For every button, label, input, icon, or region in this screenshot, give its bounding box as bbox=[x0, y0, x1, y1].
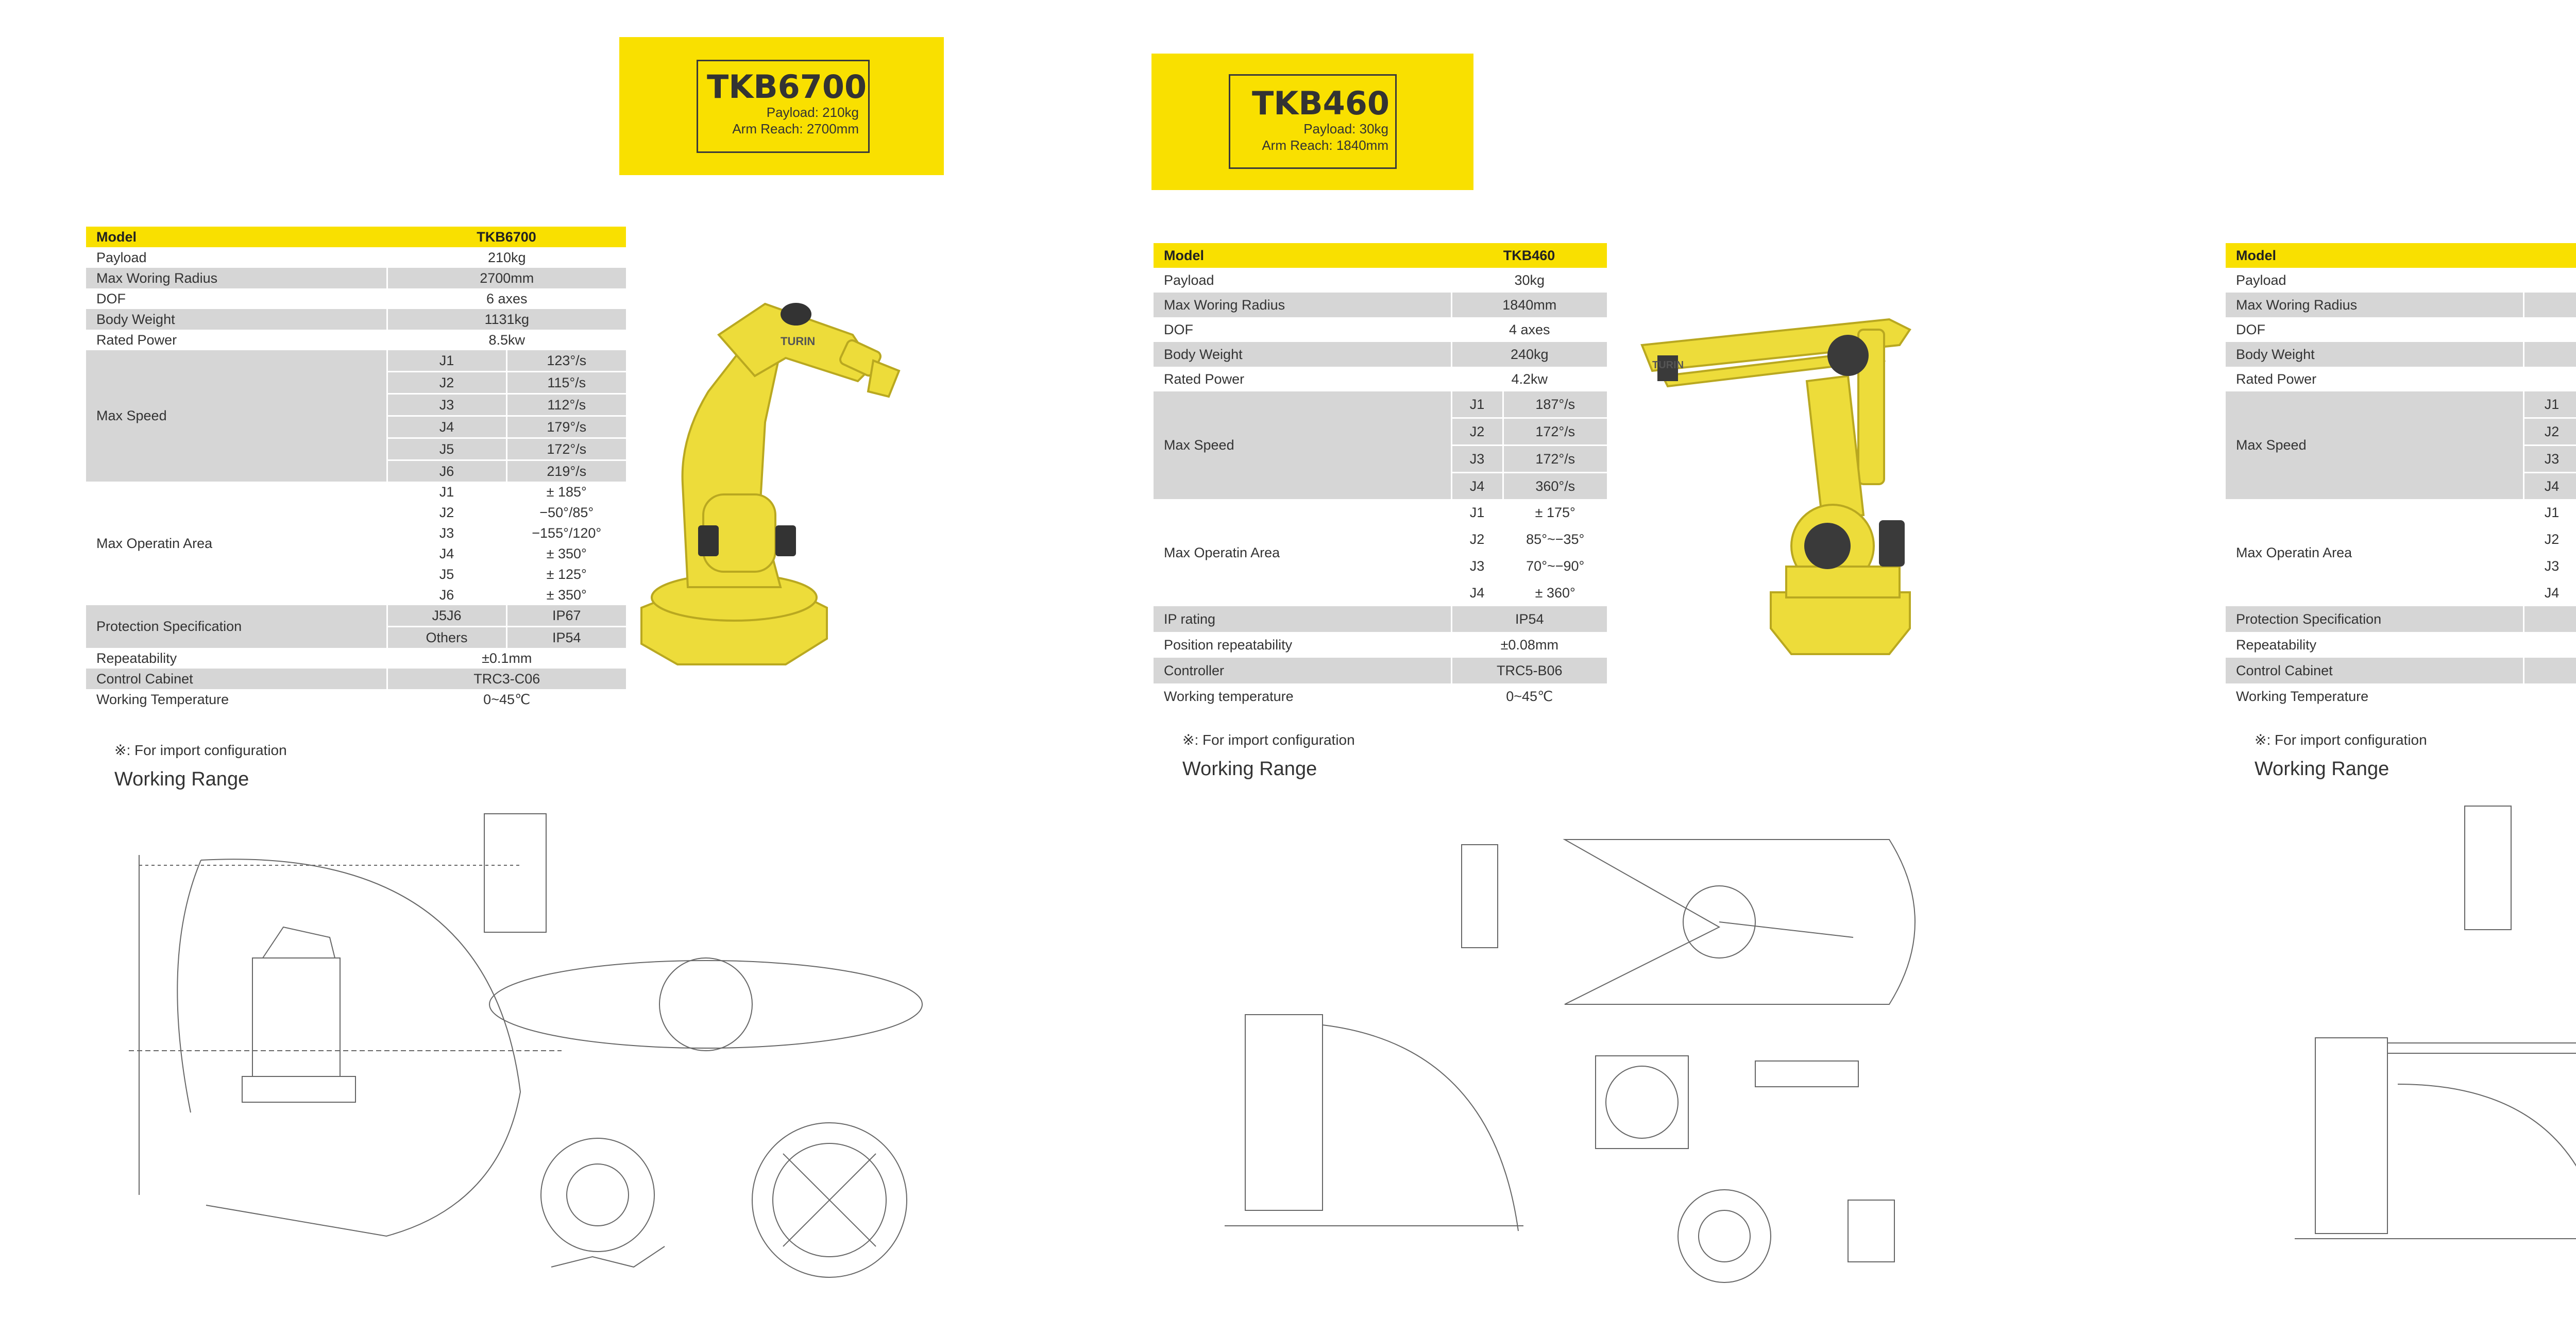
area-row bbox=[2226, 499, 2576, 526]
robot-logo: TURIN bbox=[781, 335, 816, 348]
joint-range: ± 185° bbox=[506, 482, 626, 502]
spec-row bbox=[1154, 658, 1607, 683]
spec-label: Payload bbox=[86, 247, 387, 268]
joint-name: J3 bbox=[2523, 446, 2576, 473]
spec-value: 240kg bbox=[1451, 342, 1607, 367]
joint-speed: 187°/s bbox=[1503, 391, 1607, 418]
spec-row bbox=[2226, 293, 2576, 317]
spec-row bbox=[2226, 342, 2576, 367]
spec-value: 30kg bbox=[1451, 268, 1607, 293]
joint-name: J1 bbox=[2523, 391, 2576, 418]
spec-value: 2700mm bbox=[387, 268, 626, 288]
robot-image bbox=[1621, 299, 1982, 675]
joint-name: J1 bbox=[2523, 499, 2576, 526]
joint-name: J4 bbox=[387, 416, 506, 438]
spec-label: DOF bbox=[2226, 317, 2523, 342]
spec-label: Model bbox=[2226, 243, 2523, 268]
import-note-text: ※: For import configuration bbox=[114, 742, 287, 758]
spec-row bbox=[2226, 268, 2576, 293]
working-range-drawing bbox=[1204, 819, 2039, 1303]
spec-row bbox=[1154, 317, 1607, 342]
joint-name: J6 bbox=[387, 460, 506, 482]
banner-specs bbox=[732, 104, 859, 137]
spec-row bbox=[1154, 632, 1607, 658]
spec-value: 210kg bbox=[387, 247, 626, 268]
spec-value: 8.5kw bbox=[387, 330, 626, 350]
area-label: Max Operatin Area bbox=[2226, 499, 2523, 606]
spec-row bbox=[1154, 683, 1607, 709]
joint-range: −50°/85° bbox=[506, 502, 626, 523]
joint-name: J2 bbox=[387, 372, 506, 394]
spec-label: Payload bbox=[1154, 268, 1451, 293]
joint-name: J1 bbox=[387, 482, 506, 502]
spec-row bbox=[86, 648, 626, 669]
spec-value: 1131kg bbox=[387, 309, 626, 330]
joint-speed: 115°/s bbox=[506, 372, 626, 394]
spec-value: TRC5-B06 bbox=[1451, 658, 1607, 683]
spec-row bbox=[1154, 268, 1607, 293]
spec-value bbox=[2523, 293, 2576, 317]
protection-part: J5J6 bbox=[387, 605, 506, 627]
spec-table bbox=[1154, 243, 1607, 709]
spec-value: TKB6700 bbox=[387, 227, 626, 247]
spec-label: Body Weight bbox=[2226, 342, 2523, 367]
spec-row bbox=[86, 227, 626, 247]
banner-payload: Payload: 30kg bbox=[1303, 121, 1388, 136]
protection-rating: IP67 bbox=[506, 605, 626, 627]
banner-model-name: TKB6700 bbox=[707, 68, 867, 106]
working-range-drawing bbox=[2253, 796, 2576, 1295]
spec-value bbox=[2523, 658, 2576, 683]
joint-speed: 123°/s bbox=[506, 350, 626, 372]
spec-value: 4.2kw bbox=[1451, 367, 1607, 391]
joint-speed: 172°/s bbox=[506, 438, 626, 460]
spec-row bbox=[2226, 606, 2576, 632]
joint-range: 70°~−90° bbox=[1503, 553, 1607, 579]
working-range-drawing bbox=[98, 803, 943, 1298]
joint-range: ± 125° bbox=[506, 564, 626, 585]
joint-speed: 219°/s bbox=[506, 460, 626, 482]
joint-range: −155°/120° bbox=[506, 523, 626, 543]
import-note bbox=[2255, 731, 2427, 748]
spec-value bbox=[2523, 317, 2576, 342]
spec-label: Control Cabinet bbox=[2226, 658, 2523, 683]
spec-value: IP54 bbox=[1451, 606, 1607, 632]
spec-row bbox=[2226, 632, 2576, 658]
banner-payload: Payload: 210kg bbox=[766, 105, 859, 120]
area-label: Max Operatin Area bbox=[86, 482, 387, 605]
spec-row bbox=[86, 669, 626, 689]
import-note-text: ※: For import configuration bbox=[2255, 732, 2427, 748]
joint-name: J4 bbox=[1451, 579, 1503, 606]
joint-name: J2 bbox=[2523, 526, 2576, 553]
speed-row bbox=[1154, 391, 1607, 418]
area-row bbox=[1154, 499, 1607, 526]
spec-table bbox=[2226, 243, 2576, 709]
joint-range: ± 360° bbox=[1503, 579, 1607, 606]
spec-row bbox=[1154, 606, 1607, 632]
spec-value bbox=[2523, 683, 2576, 709]
joint-speed: 179°/s bbox=[506, 416, 626, 438]
joint-name: J1 bbox=[1451, 499, 1503, 526]
panel-tkb460 bbox=[1039, 0, 2078, 1318]
joint-range: ± 350° bbox=[506, 585, 626, 605]
banner-specs bbox=[1262, 121, 1388, 153]
speed-label: Max Speed bbox=[86, 350, 387, 482]
spec-value bbox=[2523, 342, 2576, 367]
spec-row bbox=[1154, 243, 1607, 268]
robot-image bbox=[631, 268, 992, 680]
spec-label: Working temperature bbox=[1154, 683, 1451, 709]
spec-value bbox=[2523, 632, 2576, 658]
spec-row bbox=[86, 309, 626, 330]
spec-value bbox=[2523, 268, 2576, 293]
spec-label: Max Woring Radius bbox=[86, 268, 387, 288]
protection-part: Others bbox=[387, 627, 506, 648]
import-note bbox=[114, 742, 287, 759]
spec-row bbox=[86, 247, 626, 268]
spec-row bbox=[1154, 342, 1607, 367]
panel-tkb4600 bbox=[2078, 0, 2576, 1318]
spec-row bbox=[86, 689, 626, 710]
speed-row bbox=[2226, 391, 2576, 418]
spec-label: Model bbox=[1154, 243, 1451, 268]
spec-label: Body Weight bbox=[86, 309, 387, 330]
spec-label: Payload bbox=[2226, 268, 2523, 293]
spec-row bbox=[2226, 367, 2576, 391]
spec-label: Max Woring Radius bbox=[1154, 293, 1451, 317]
spec-label: Position repeatability bbox=[1154, 632, 1451, 658]
joint-range: 85°~−35° bbox=[1503, 526, 1607, 553]
spec-value bbox=[2523, 367, 2576, 391]
spec-value: ±0.08mm bbox=[1451, 632, 1607, 658]
joint-name: J3 bbox=[387, 394, 506, 416]
spec-label: DOF bbox=[1154, 317, 1451, 342]
joint-speed: 112°/s bbox=[506, 394, 626, 416]
spec-label: IP rating bbox=[1154, 606, 1451, 632]
protection-rating: IP54 bbox=[506, 627, 626, 648]
spec-label: Working Temperature bbox=[2226, 683, 2523, 709]
speed-row bbox=[86, 350, 626, 372]
joint-name: J4 bbox=[1451, 473, 1503, 500]
spec-value: ±0.1mm bbox=[387, 648, 626, 669]
area-row bbox=[86, 482, 626, 502]
joint-name: J2 bbox=[387, 502, 506, 523]
model-banner bbox=[619, 37, 944, 175]
speed-label: Max Speed bbox=[2226, 391, 2523, 499]
spec-value bbox=[2523, 243, 2576, 268]
spec-label: Control Cabinet bbox=[86, 669, 387, 689]
spec-row bbox=[1154, 367, 1607, 391]
protection-label: Protection Specification bbox=[86, 605, 387, 648]
panel-tkb6700 bbox=[0, 0, 1039, 1318]
spec-label: Body Weight bbox=[1154, 342, 1451, 367]
spec-row bbox=[2226, 243, 2576, 268]
joint-name: J2 bbox=[1451, 526, 1503, 553]
joint-name: J2 bbox=[1451, 418, 1503, 446]
joint-name: J3 bbox=[1451, 553, 1503, 579]
spec-label: Controller bbox=[1154, 658, 1451, 683]
spec-label: Max Woring Radius bbox=[2226, 293, 2523, 317]
joint-range: ± 175° bbox=[1503, 499, 1607, 526]
area-label: Max Operatin Area bbox=[1154, 499, 1451, 606]
protection-row bbox=[86, 605, 626, 627]
joint-name: J2 bbox=[2523, 418, 2576, 446]
spec-label: Rated Power bbox=[86, 330, 387, 350]
joint-name: J4 bbox=[2523, 473, 2576, 500]
spec-value: 6 axes bbox=[387, 288, 626, 309]
spec-value bbox=[2523, 606, 2576, 632]
joint-name: J3 bbox=[1451, 446, 1503, 473]
model-banner bbox=[1151, 54, 1473, 190]
spec-value: 0~45℃ bbox=[387, 689, 626, 710]
spec-label: Repeatability bbox=[2226, 632, 2523, 658]
spec-label: Protection Specification bbox=[2226, 606, 2523, 632]
spec-value: 0~45℃ bbox=[1451, 683, 1607, 709]
working-range-title: Working Range bbox=[1182, 758, 1317, 780]
joint-name: J6 bbox=[387, 585, 506, 605]
banner-reach: Arm Reach: 2700mm bbox=[732, 121, 859, 136]
spec-row bbox=[2226, 683, 2576, 709]
spec-row bbox=[86, 330, 626, 350]
banner-reach: Arm Reach: 1840mm bbox=[1262, 138, 1388, 153]
joint-speed: 172°/s bbox=[1503, 446, 1607, 473]
joint-speed: 360°/s bbox=[1503, 473, 1607, 500]
joint-name: J3 bbox=[2523, 553, 2576, 579]
robot-logo: TURIN bbox=[1652, 360, 1684, 371]
working-range-title: Working Range bbox=[2255, 758, 2389, 780]
spec-row bbox=[86, 268, 626, 288]
spec-label: Model bbox=[86, 227, 387, 247]
spec-row bbox=[1154, 293, 1607, 317]
joint-range: ± 350° bbox=[506, 543, 626, 564]
joint-name: J4 bbox=[387, 543, 506, 564]
joint-name: J5 bbox=[387, 564, 506, 585]
joint-name: J1 bbox=[1451, 391, 1503, 418]
spec-value: TRC3-C06 bbox=[387, 669, 626, 689]
joint-name: J4 bbox=[2523, 579, 2576, 606]
spec-row bbox=[2226, 658, 2576, 683]
working-range-title: Working Range bbox=[114, 768, 249, 790]
spec-row bbox=[2226, 317, 2576, 342]
spec-row bbox=[86, 288, 626, 309]
spec-value: 1840mm bbox=[1451, 293, 1607, 317]
banner-model-name: TKB460 bbox=[1252, 84, 1390, 122]
spec-label: Repeatability bbox=[86, 648, 387, 669]
import-note-text: ※: For import configuration bbox=[1182, 732, 1355, 748]
spec-label: Rated Power bbox=[2226, 367, 2523, 391]
speed-label: Max Speed bbox=[1154, 391, 1451, 499]
import-note bbox=[1182, 731, 1355, 748]
joint-name: J3 bbox=[387, 523, 506, 543]
joint-speed: 172°/s bbox=[1503, 418, 1607, 446]
joint-name: J1 bbox=[387, 350, 506, 372]
spec-value: 4 axes bbox=[1451, 317, 1607, 342]
spec-table bbox=[86, 227, 626, 710]
spec-label: Rated Power bbox=[1154, 367, 1451, 391]
spec-label: DOF bbox=[86, 288, 387, 309]
spec-label: Working Temperature bbox=[86, 689, 387, 710]
spec-value: TKB460 bbox=[1451, 243, 1607, 268]
joint-name: J5 bbox=[387, 438, 506, 460]
